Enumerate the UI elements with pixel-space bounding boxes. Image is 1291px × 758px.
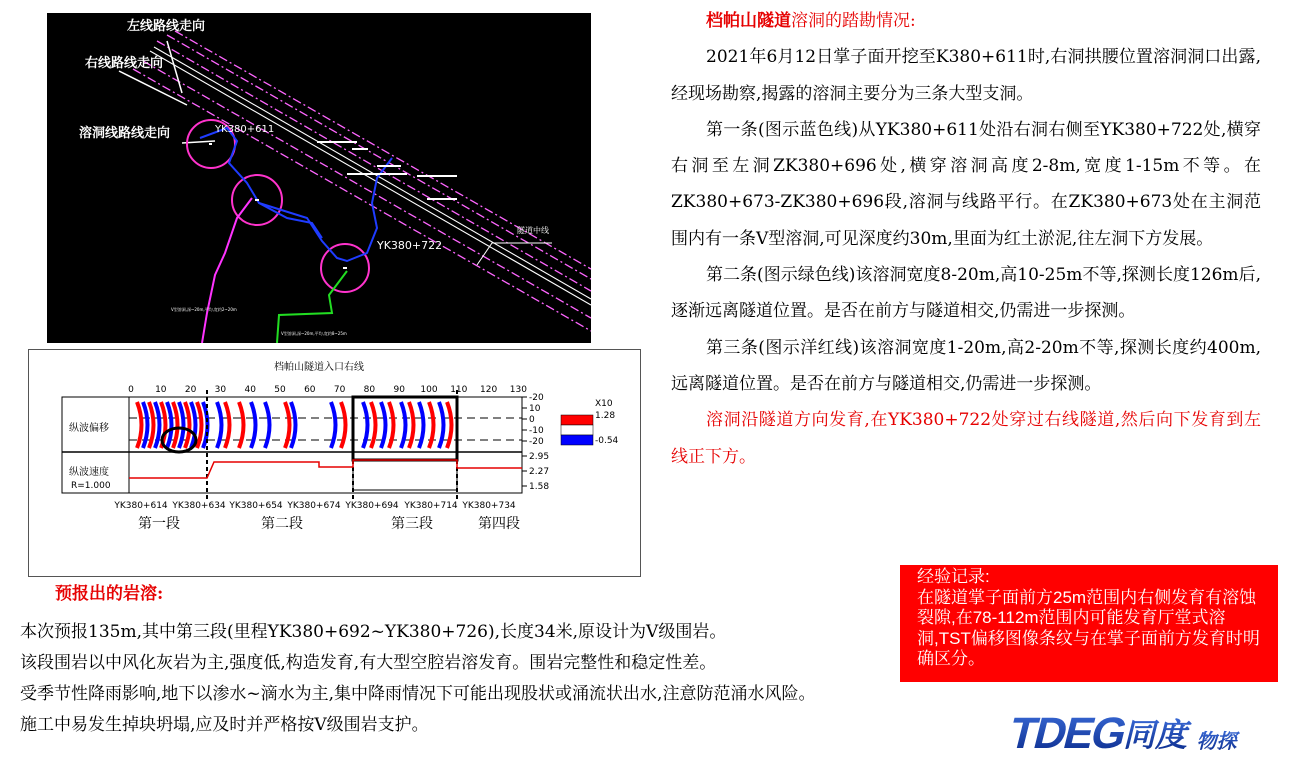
company-logo	[1005, 706, 1285, 754]
experience-title: 经验记录:	[917, 567, 990, 586]
cad-survey-drawing	[47, 13, 591, 343]
tst-x-ticks	[128, 385, 527, 395]
tst-scale-max: 1.28	[595, 411, 616, 421]
survey-title-bold: 档帕山隧道	[706, 11, 791, 31]
experience-body: 在隧道掌子面前方25m范围内右侧发育有溶蚀裂隙,在78-112m范围内可能发育厅堂式溶洞,TST偏移图像条纹与在掌子面前方发育时明确区分。	[917, 587, 1260, 668]
tst-x-tick: 70	[333, 385, 346, 395]
tst-stripe	[167, 402, 172, 448]
tst-scale-top: X10	[595, 399, 613, 409]
tst-stripe	[291, 402, 296, 448]
survey-paragraph-4: 第三条(图示洋红线)该溶洞宽度1-20m,高2-20m不等,探测长度约400m,远离隧道位置。是否在前方与隧道相交,仍需进一步探测。	[671, 337, 1261, 394]
survey-title	[671, 3, 1261, 39]
tst-segment-3: 第三段	[391, 516, 433, 532]
survey-paragraph-1: 2021年6月12日掌子面开挖至K380+611时,右洞拱腰位置溶洞洞口出露,经现场勘察,揭露的溶洞主要分为三条大型支洞。	[671, 47, 1261, 104]
tst-x-tick: 40	[244, 385, 256, 395]
tst-offset-ticks	[522, 393, 544, 447]
tst-stripe	[251, 402, 256, 448]
tst-offset-tick: 0	[529, 415, 535, 425]
tst-stripe	[197, 402, 202, 448]
tst-x-tick: 30	[214, 385, 227, 395]
tst-mileage-label: YK380+734	[462, 501, 516, 511]
tst-stripe	[225, 402, 230, 448]
tst-offset-tick: -20	[529, 393, 544, 403]
tst-stripe	[381, 402, 386, 448]
tst-x-tick: 50	[274, 385, 286, 395]
experience-box	[900, 565, 1278, 682]
tst-row-velocity: 纵波速度	[69, 467, 109, 478]
tst-segment-2: 第二段	[261, 516, 303, 532]
tst-title: 档帕山隧道入口右线	[274, 362, 364, 373]
tst-stripe	[429, 402, 434, 448]
tst-stripe	[217, 402, 222, 448]
tst-segment-1: 第一段	[138, 516, 180, 532]
tst-x-tick: 60	[304, 385, 316, 395]
tst-x-tick: 80	[363, 385, 376, 395]
tst-stripe	[179, 402, 184, 448]
tst-row-velocity-r: R=1.000	[71, 481, 111, 491]
tst-stripe	[389, 402, 394, 448]
tst-stripe	[363, 402, 368, 448]
cad-point-722: YK380+722	[377, 239, 443, 252]
tst-stripe	[331, 402, 336, 448]
tst-offset-tick: -10	[529, 426, 544, 436]
tst-x-tick: 110	[450, 385, 468, 395]
tst-mileage-labels	[113, 501, 516, 511]
tst-x-tick: 120	[480, 385, 498, 395]
forecast-title: 预报出的岩溶:	[55, 584, 164, 604]
tst-x-tick: 130	[509, 385, 527, 395]
tst-stripe	[149, 402, 154, 448]
tst-reflection-stripes	[137, 402, 452, 448]
tst-velocity-tick: 2.95	[529, 452, 550, 462]
forecast-line-2: 该段围岩以中风化灰岩为主,强度低,构造发育,有大型空腔岩溶发育。围岩完整性和稳定性差。	[20, 653, 717, 673]
survey-description	[671, 3, 1261, 475]
forecast-line-3: 受季节性降雨影响,地下以渗水~滴水为主,集中降雨情况下可能出现股状或涌流状出水,注意防范涌水风险。	[20, 684, 816, 704]
tst-mileage-label: YK380+694	[345, 501, 399, 511]
survey-paragraph-3: 第二条(图示绿色线)该溶洞宽度8-20m,高10-25m不等,探测长度126m后,逐渐远离隧道位置。是否在前方与隧道相交,仍需进一步探测。	[671, 265, 1261, 322]
forecast-line-1: 本次预报135m,其中第三段(里程YK380+692~YK380+726),长度34米,原设计为V级围岩。	[20, 622, 727, 642]
forecast-text	[20, 617, 1020, 741]
tst-x-tick: 10	[155, 385, 167, 395]
logo-cn-small: 物探	[1195, 729, 1242, 753]
tst-stripe	[239, 402, 244, 448]
tst-offset-tick: -20	[529, 437, 544, 447]
tst-x-tick: 100	[420, 385, 438, 395]
tst-velocity-line	[129, 460, 522, 478]
tst-mileage-label: YK380+654	[229, 501, 283, 511]
tst-segment-4: 第四段	[478, 516, 520, 532]
cad-canvas	[47, 13, 591, 343]
tst-stripe	[371, 402, 376, 448]
cad-tunnel-center-label: 隧道中线	[517, 226, 549, 235]
tst-stripe	[143, 402, 148, 448]
center-lines	[150, 47, 591, 305]
tst-offset-tick: 10	[529, 404, 541, 414]
tst-mileage-label: YK380+614	[114, 501, 168, 511]
tst-velocity-tick: 2.27	[529, 467, 550, 477]
tst-stripe	[185, 402, 190, 448]
cad-cave-line-label: 溶洞线路线走向	[79, 126, 171, 141]
tst-scale-min: -0.54	[595, 436, 619, 446]
cad-point-611: YK380+611	[215, 124, 275, 135]
logo-brand: TDEG	[1005, 709, 1131, 754]
tst-stripe	[265, 402, 270, 448]
tst-velocity-ticks	[522, 452, 549, 492]
cad-note-green: V型溶洞,深~20m,平均,宽约8~25m	[281, 331, 347, 336]
tst-stripe	[419, 402, 424, 448]
tst-stripe	[401, 402, 406, 448]
cad-left-line-label: 左线路线走向	[127, 19, 206, 34]
tst-velocity-tick: 1.58	[529, 482, 550, 492]
tst-mileage-label: YK380+714	[404, 501, 458, 511]
cad-note-purple: V型溶洞,深~20m,平均,宽约2~20m	[171, 307, 237, 312]
tst-stripe	[409, 402, 414, 448]
tst-color-scale	[561, 415, 593, 445]
tst-stripe	[341, 402, 346, 448]
tst-mileage-label: YK380+674	[287, 501, 341, 511]
tst-stripe	[447, 402, 452, 448]
survey-title-rest: 溶洞的踏勘情况:	[791, 11, 916, 31]
tst-stripe	[439, 402, 444, 448]
magenta-cave-line	[202, 198, 252, 343]
logo-cn: 同度	[1121, 716, 1195, 754]
tst-stripe	[155, 402, 160, 448]
tst-row-offset: 纵波偏移	[69, 423, 109, 434]
tst-x-tick: 90	[393, 385, 405, 395]
tst-mileage-label: YK380+634	[172, 501, 226, 511]
tst-x-tick: 20	[184, 385, 197, 395]
tst-canvas	[29, 350, 640, 576]
survey-paragraph-5: 溶洞沿隧道方向发育,在YK380+722处穿过右线隧道,然后向下发育到左线正下方。	[671, 410, 1261, 467]
tst-x-tick: 0	[128, 385, 134, 395]
tst-stripe	[285, 402, 290, 448]
cave-circles	[187, 120, 369, 292]
forecast-line-4: 施工中易发生掉块坍塌,应及时并严格按V级围岩支护。	[20, 715, 429, 735]
tst-figure	[28, 349, 641, 577]
cad-right-line-label: 右线路线走向	[85, 56, 164, 71]
tst-stripe	[173, 402, 178, 448]
tst-stripe	[137, 402, 142, 448]
survey-paragraph-2: 第一条(图示蓝色线)从YK380+611处沿右洞右侧至YK380+722处,横穿右洞至左洞ZK380+696处,横穿溶洞高度2-8m,宽度1-15m不等。在ZK380+673-ZK380+696段,溶洞与线路平行。在ZK380+673处在主洞范围内有一条V型溶洞,可见深度约30m,里面为红土淤泥,往左洞下方发展。	[671, 119, 1261, 249]
